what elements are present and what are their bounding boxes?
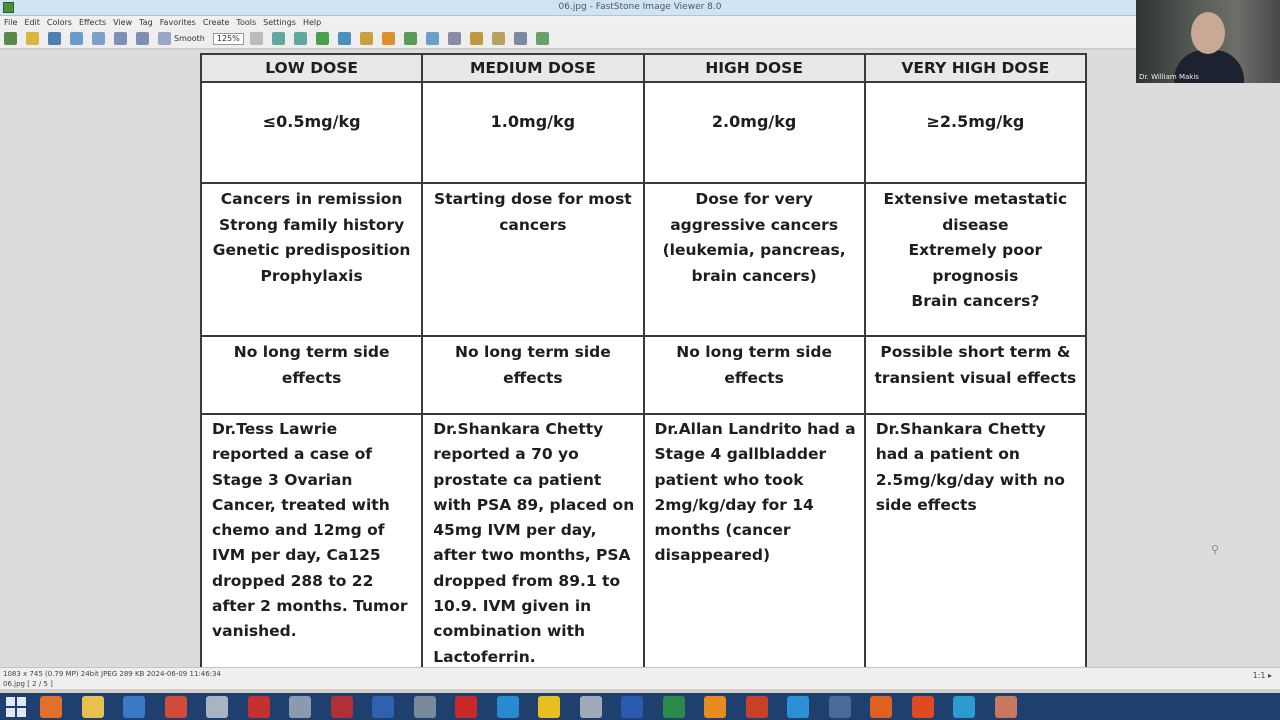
- case-medium: [422, 414, 643, 671]
- header-medium-dose: MEDIUM DOSE: [422, 54, 643, 82]
- firefox-icon[interactable]: [870, 696, 892, 718]
- case-line: Dr.Shankara Chetty: [875, 420, 1046, 438]
- dose-low: ≤0.5mg/kg: [201, 82, 422, 183]
- dose-medium: 1.0mg/kg: [422, 82, 643, 183]
- word-icon[interactable]: [621, 696, 643, 718]
- case-line: dropped 288 to 22: [212, 571, 374, 590]
- notepad-icon[interactable]: [206, 696, 228, 718]
- app-icon-6[interactable]: [248, 696, 270, 718]
- flip-icon[interactable]: [316, 32, 329, 45]
- powerpoint-icon[interactable]: [746, 696, 768, 718]
- app-icon-3[interactable]: [123, 696, 145, 718]
- menu-colors[interactable]: Colors: [46, 18, 72, 27]
- app-icon-9[interactable]: [372, 696, 394, 718]
- webcam-overlay: [1136, 0, 1280, 83]
- browser-icon[interactable]: [4, 32, 17, 45]
- case-line: side effects: [875, 495, 977, 514]
- edge-icon[interactable]: [953, 696, 975, 718]
- excel-icon[interactable]: [663, 696, 685, 718]
- side-effects-line: effects: [724, 369, 784, 387]
- app-icon-1[interactable]: [40, 696, 62, 718]
- menu-file[interactable]: File: [4, 18, 18, 27]
- zoom-select[interactable]: 125%: [213, 33, 244, 45]
- case-line: Dr.Tess Lawrie: [212, 420, 338, 438]
- vlc-icon[interactable]: [704, 696, 726, 718]
- indication-line: brain cancers): [691, 266, 817, 285]
- pdf-reader-icon[interactable]: [455, 696, 477, 718]
- smooth-label[interactable]: Smooth: [174, 34, 205, 43]
- slideshow-icon[interactable]: [448, 32, 461, 45]
- status-nav[interactable]: 1:1 ▸: [1252, 671, 1272, 680]
- indication-line: disease: [942, 215, 1009, 234]
- brave-icon[interactable]: [912, 696, 934, 718]
- indication-line: Strong family history: [218, 215, 405, 234]
- case-line: chemo and 12mg of: [212, 521, 385, 540]
- menu-tools[interactable]: Tools: [236, 18, 257, 27]
- title-bar: [0, 0, 1136, 16]
- side-effects-low: [201, 336, 422, 414]
- side-effects-line: effects: [281, 369, 342, 387]
- actual-size-icon[interactable]: [92, 32, 105, 45]
- email-icon[interactable]: [536, 32, 549, 45]
- indication-line: Extremely poor: [908, 241, 1043, 259]
- case-line: disappeared): [654, 546, 771, 565]
- print-icon[interactable]: [514, 32, 527, 45]
- app-icon-8[interactable]: [331, 696, 353, 718]
- side-effects-medium: [422, 336, 643, 414]
- indication-line: cancers: [499, 215, 567, 234]
- toolbar: [0, 29, 1136, 49]
- image-info: 1083 x 745 (0.79 MP) 24bit JPEG 289 KB 2024-06-09 11:46:34: [3, 670, 221, 678]
- indication-line: Prophylaxis: [260, 266, 363, 285]
- case-line: 2.5mg/kg/day with no: [875, 470, 1065, 489]
- case-line: IVM per day, Ca125: [212, 546, 381, 565]
- menu-help[interactable]: Help: [302, 18, 322, 27]
- draw-icon[interactable]: [426, 32, 439, 45]
- smooth-checkbox-icon[interactable]: [158, 32, 171, 45]
- rotate-right-icon[interactable]: [294, 32, 307, 45]
- effects-icon[interactable]: [404, 32, 417, 45]
- menu-effects[interactable]: Effects: [78, 18, 107, 27]
- side-effects-high: [644, 336, 865, 414]
- case-line: Stage 3 Ovarian: [212, 470, 353, 489]
- skype-icon[interactable]: [787, 696, 809, 718]
- window-title: 06.jpg - FastStone Image Viewer 8.0: [558, 2, 722, 12]
- zoom-in-icon[interactable]: [114, 32, 127, 45]
- indication-line: Cancers in remission: [220, 190, 403, 208]
- menu-create[interactable]: Create: [202, 18, 230, 27]
- header-very-high-dose: VERY HIGH DOSE: [865, 54, 1086, 82]
- header-high-dose: HIGH DOSE: [644, 54, 865, 82]
- dose-very-high: ≥2.5mg/kg: [865, 82, 1086, 183]
- resize-icon[interactable]: [360, 32, 373, 45]
- indication-very-high: [865, 183, 1086, 336]
- case-line: 10.9. IVM given in: [433, 597, 592, 616]
- menu-settings[interactable]: Settings: [263, 18, 296, 27]
- header-low-dose: LOW DOSE: [201, 54, 422, 82]
- case-line: after two months, PSA: [433, 546, 631, 565]
- case-high: [644, 414, 865, 671]
- open-folder-icon[interactable]: [26, 32, 39, 45]
- side-effects-line: No long term side: [454, 343, 611, 361]
- hand-tool-icon[interactable]: [250, 32, 263, 45]
- case-line: dropped from 89.1 to: [433, 571, 621, 590]
- indication-line: (leukemia, pancreas,: [662, 241, 846, 259]
- side-effects-line: No long term side: [676, 343, 832, 361]
- case-line: Stage 4 gallbladder: [654, 445, 827, 464]
- case-line: Dr.Shankara Chetty: [433, 420, 604, 438]
- telegram-icon[interactable]: [497, 696, 519, 718]
- status-bar: [0, 667, 1280, 689]
- menu-tag[interactable]: Tag: [139, 18, 153, 27]
- app-icon-10[interactable]: [414, 696, 436, 718]
- case-line: Lactoferrin.: [433, 647, 536, 666]
- app-icon-20[interactable]: [829, 696, 851, 718]
- save-icon[interactable]: [48, 32, 61, 45]
- chrome-icon[interactable]: [165, 696, 187, 718]
- indication-line: Extensive metastatic: [883, 190, 1068, 208]
- case-line: vanished.: [212, 622, 297, 641]
- case-very-high: [865, 414, 1086, 671]
- faststone-taskbar-icon[interactable]: [995, 696, 1017, 718]
- indication-line: Genetic predisposition: [212, 241, 411, 259]
- menu-view[interactable]: View: [113, 18, 133, 27]
- start-button-icon[interactable]: [6, 697, 26, 717]
- copy-to-icon[interactable]: [470, 32, 483, 45]
- presenter-name: Dr. William Makis: [1139, 73, 1199, 81]
- indication-line: Starting dose for most: [434, 190, 632, 208]
- side-effects-very-high: [865, 336, 1086, 414]
- indication-line: prognosis: [932, 266, 1019, 285]
- case-line: patient who took: [654, 470, 804, 489]
- menu-favorites[interactable]: Favorites: [159, 18, 196, 27]
- rotate-left-icon[interactable]: [272, 32, 285, 45]
- side-effects-line: No long term side: [233, 343, 390, 361]
- file-explorer-icon[interactable]: [82, 696, 104, 718]
- case-line: 45mg IVM per day,: [433, 521, 597, 540]
- presenter-head: [1191, 12, 1225, 54]
- menu-edit[interactable]: Edit: [24, 18, 40, 27]
- move-to-icon[interactable]: [492, 32, 505, 45]
- indication-medium: [422, 183, 643, 336]
- case-line: prostate ca patient: [433, 470, 602, 489]
- crop-icon[interactable]: [338, 32, 351, 45]
- case-line: Dr.Allan Landrito had a: [654, 420, 856, 438]
- zoom-out-icon[interactable]: [136, 32, 149, 45]
- case-low: [201, 414, 422, 671]
- case-line: reported a 70 yo: [433, 445, 579, 464]
- dose-high: 2.0mg/kg: [644, 82, 865, 183]
- dose-table: [200, 53, 1087, 672]
- case-line: with PSA 89, placed on: [433, 495, 635, 514]
- indication-line: aggressive cancers: [670, 215, 839, 234]
- app-icon-7[interactable]: [289, 696, 311, 718]
- indication-low: [201, 183, 422, 336]
- side-effects-line: effects: [503, 369, 563, 387]
- side-effects-line: Possible short term &: [880, 343, 1071, 361]
- case-line: after 2 months. Tumor: [212, 597, 408, 616]
- page-indicator: 06.jpg [ 2 / 5 ]: [3, 680, 53, 688]
- case-line: 2mg/kg/day for 14: [654, 495, 814, 514]
- case-line: Cancer, treated with: [212, 495, 390, 514]
- fit-window-icon[interactable]: [70, 32, 83, 45]
- case-line: combination with: [433, 622, 586, 641]
- indication-high: [644, 183, 865, 336]
- menu-bar: [0, 16, 1136, 29]
- windows-taskbar: [0, 693, 1280, 720]
- slide-image: [200, 53, 1087, 668]
- indication-line: Dose for very: [695, 190, 813, 208]
- case-line: had a patient on: [875, 445, 1020, 464]
- color-adjust-icon[interactable]: [382, 32, 395, 45]
- indication-line: Brain cancers?: [911, 292, 1040, 310]
- norton-icon[interactable]: [538, 696, 560, 718]
- case-line: months (cancer: [654, 521, 791, 540]
- side-effects-line: transient visual effects: [874, 369, 1077, 387]
- case-line: reported a case of: [212, 445, 372, 464]
- magnifier-cursor-icon: ⚲: [1211, 543, 1220, 556]
- app-icon-14[interactable]: [580, 696, 602, 718]
